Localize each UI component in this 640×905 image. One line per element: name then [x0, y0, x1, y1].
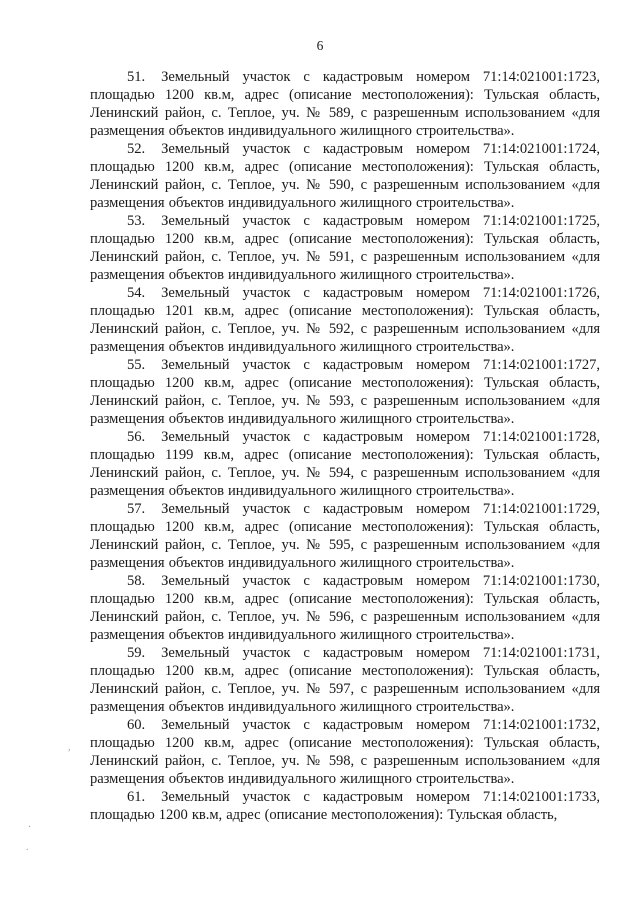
item-number: 61.: [127, 789, 146, 805]
list-item: [90, 356, 600, 428]
item-number: 51.: [127, 69, 146, 85]
item-text: Земельный участок с кадастровым номером 71:14:021001:1731, площадью 1200 кв.м, адрес (описание местоположения): Тульская область, Ленинский район, с. Теплое, уч. № 597, с разрешенным использованием «для размещения объектов индивидуального жилищного строительства».: [90, 645, 600, 715]
item-number: 58.: [127, 573, 146, 589]
item-number: 54.: [127, 285, 146, 301]
item-text: Земельный участок с кадастровым номером 71:14:021001:1726, площадью 1201 кв.м, адрес (описание местоположения): Тульская область, Ленинский район, с. Теплое, уч. № 592, с разрешенным использованием «для размещения объектов индивидуального жилищного строительства».: [90, 285, 600, 355]
list-item: [90, 284, 600, 356]
item-text: Земельный участок с кадастровым номером 71:14:021001:1730, площадью 1200 кв.м, адрес (описание местоположения): Тульская область, Ленинский район, с. Теплое, уч. № 596, с разрешенным использованием «для размещения объектов индивидуального жилищного строительства».: [90, 573, 600, 643]
list-item: [90, 716, 600, 788]
item-text: Земельный участок с кадастровым номером 71:14:021001:1733, площадью 1200 кв.м, адрес (описание местоположения): Тульская область,: [90, 789, 600, 823]
page-number: 6: [316, 38, 324, 53]
item-text: Земельный участок с кадастровым номером 71:14:021001:1723, площадью 1200 кв.м, адрес (описание местоположения): Тульская область, Ленинский район, с. Теплое, уч. № 589, с разрешенным использованием «для размещения объектов индивидуального жилищного строительства».: [90, 69, 600, 139]
item-text: Земельный участок с кадастровым номером 71:14:021001:1729, площадью 1200 кв.м, адрес (описание местоположения): Тульская область, Ленинский район, с. Теплое, уч. № 595, с разрешенным использованием «для размещения объектов индивидуального жилищного строительства».: [90, 501, 600, 571]
item-text: Земельный участок с кадастровым номером 71:14:021001:1724, площадью 1200 кв.м, адрес (описание местоположения): Тульская область, Ленинский район, с. Теплое, уч. № 590, с разрешенным использованием «для размещения объектов индивидуального жилищного строительства».: [90, 141, 600, 211]
item-number: 52.: [127, 141, 146, 157]
list-item: [90, 644, 600, 716]
item-text: Земельный участок с кадастровым номером 71:14:021001:1728, площадью 1199 кв.м, адрес (описание местоположения): Тульская область, Ленинский район, с. Теплое, уч. № 594, с разрешенным использованием «для размещения объектов индивидуального жилищного строительства».: [90, 429, 600, 499]
list-item: [90, 788, 600, 824]
list-item: [90, 68, 600, 140]
item-number: 56.: [127, 429, 146, 445]
item-number: 57.: [127, 501, 146, 517]
scan-artifact: ·: [28, 822, 32, 833]
item-text: Земельный участок с кадастровым номером 71:14:021001:1727, площадью 1200 кв.м, адрес (описание местоположения): Тульская область, Ленинский район, с. Теплое, уч. № 593, с разрешенным использованием «для размещения объектов индивидуального жилищного строительства».: [90, 357, 600, 427]
list-item: [90, 212, 600, 284]
item-number: 59.: [127, 645, 146, 661]
list-item: [90, 428, 600, 500]
item-number: 53.: [127, 213, 146, 229]
scan-artifact: ,: [68, 742, 71, 753]
item-number: 55.: [127, 357, 146, 373]
item-text: Земельный участок с кадастровым номером 71:14:021001:1725, площадью 1200 кв.м, адрес (описание местоположения): Тульская область, Ленинский район, с. Теплое, уч. № 591, с разрешенным использованием «для размещения объектов индивидуального жилищного строительства».: [90, 213, 600, 283]
list-item: [90, 140, 600, 212]
document-body: [90, 68, 600, 824]
item-number: 60.: [127, 717, 146, 733]
list-item: [90, 572, 600, 644]
scan-artifact: .: [26, 842, 29, 853]
item-text: Земельный участок с кадастровым номером 71:14:021001:1732, площадью 1200 кв.м, адрес (описание местоположения): Тульская область, Ленинский район, с. Теплое, уч. № 598, с разрешенным использованием «для размещения объектов индивидуального жилищного строительства».: [90, 717, 600, 787]
list-item: [90, 500, 600, 572]
